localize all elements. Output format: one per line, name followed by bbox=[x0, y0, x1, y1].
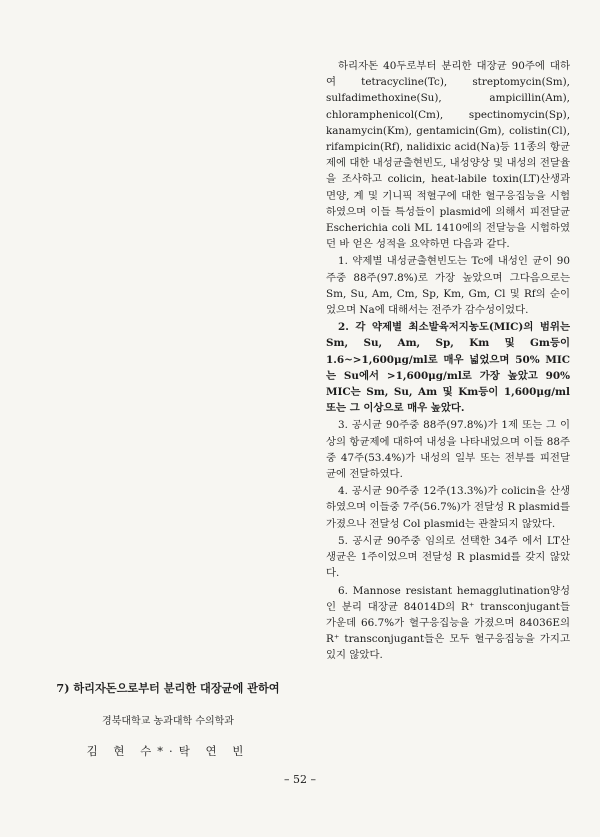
result-item-5: 5. 공시균 90주중 임의로 선택한 34주 에서 LT산생균은 1주이었으며 전달성 R plasmid를 갖지 않았다. bbox=[326, 534, 570, 580]
page-number: – 52 – bbox=[284, 773, 316, 786]
result-item-6: 6. Mannose resistant hemagglutination양성인 분리 대장균 84014D의 R⁺ transconjugant들 가운데 66.7%가 혈구응집능을 가졌으며 84036E의 R⁺ transconjugant들은 모두 혈구응집능을 가지고 있지 않았다. bbox=[326, 584, 570, 662]
title-block bbox=[34, 680, 302, 759]
result-item-1: 1. 약제별 내성균출현빈도는 Tc에 내성인 균이 90주중 88주(97.8%)로 가장 높았으며 그다음으로는 Sm, Su, Am, Cm, Sp, Km, Gm, Cl 및 Rf의 순이었으며 Na에 대해서는 전주가 감수성이었다. bbox=[326, 255, 570, 317]
result-item-3: 3. 공시균 90주중 88주(97.8%)가 1제 또는 그 이상의 항균제에 대하여 내성을 나타내었으며 이들 88주중 47주(53.4%)가 내성의 일부 또는 전부를 피전달균에 전달하였다. bbox=[326, 419, 570, 481]
affiliation: 경북대학교 농과대학 수의학과 bbox=[102, 716, 234, 727]
paper-title: 7) 하리자돈으로부터 분리한 대장균에 관하여 bbox=[56, 681, 280, 695]
abstract-body bbox=[326, 58, 570, 664]
result-item-2: 2. 각 약제별 최소발육저지농도(MIC)의 범위는 Sm, Su, Am, Sp, Km 및 Gm등이 1.6~>1,600μg/ml로 매우 넓었으며 50% MIC는 Su에서 >1,600μg/ml로 가장 높았고 90% MIC는 Sm, Su, Am 및 Km등이 1,600μg/ml 또는 그 이상으로 매우 높았다. bbox=[326, 321, 570, 415]
authors: 김 현 수*·탁 연 빈 bbox=[86, 744, 250, 758]
result-item-4: 4. 공시균 90주중 12주(13.3%)가 colicin을 산생 하였으며 이들중 7주(56.7%)가 전달성 R plasmid를 가졌으나 전달성 Col plasmid는 관찰되지 않았다. bbox=[326, 485, 570, 530]
intro-paragraph: 하리자돈 40두로부터 분리한 대장균 90주에 대하여 tetracycline(Tc), streptomycin(Sm), sulfadimethoxine(Su), ampicillin(Am), chloramphenicol(Cm), spectinomycin(Sp), kanamycin(Km), gentamicin(Gm), colistin(Cl), rifampicin(Rf), nalidixic acid(Na)등 11종의 항균제에 대한 내성균출현빈도, 내성양상 및 내성의 전달율을 조사하고 colicin, heat-labile toxin(LT)산생과 면양, 계 및 기니픽 적혈구에 대한 혈구응집능을 시험하였으며 이들 특성들이 plasmid에 의해서 피전달균 Escherichia coli ML 1410에의 전달능을 시험하였던 바 얻은 성적을 요약하면 다음과 같다. bbox=[326, 60, 570, 251]
